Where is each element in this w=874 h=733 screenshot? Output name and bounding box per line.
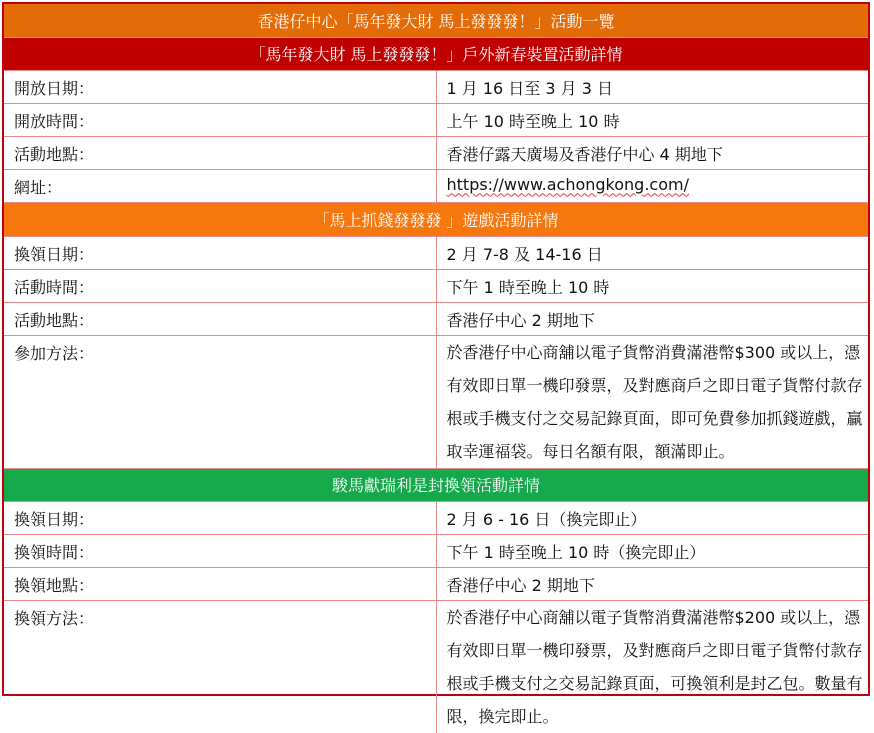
table-title: 香港仔中心「馬年發大財 馬上發發發！」活動一覽 [4,4,868,37]
row-value: 香港仔露天廣場及香港仔中心 4 期地下 [436,136,868,169]
row-label: 參加方法： [4,335,436,468]
table-row [4,169,868,202]
row-label: 換領方法： [4,600,436,733]
table-row [4,236,868,269]
row-value: 1 月 16 日至 3 月 3 日 [436,70,868,103]
row-value: 於香港仔中心商舖以電子貨幣消費滿港幣$300 或以上，憑有效即日單一機印發票，及對應商戶之即日電子貨幣付款存根或手機支付之交易記錄頁面，即可免費參加抓錢遊戲，贏取幸運福袋。每日名額有限，額滿即止。 [436,335,868,468]
row-value: 2 月 7-8 及 14-16 日 [436,236,868,269]
section-header-outdoor: 「馬年發大財 馬上發發發！」戶外新春裝置活動詳情 [4,37,868,70]
website-link[interactable]: https://www.achongkong.com/ [446,174,689,194]
section-header-row [4,202,868,236]
row-label: 活動地點： [4,136,436,169]
table-row [4,600,868,733]
row-value: 2 月 6 - 16 日（換完即止） [436,501,868,534]
row-label: 換領時間： [4,534,436,567]
section-header-redpacket: 駿馬獻瑞利是封換領活動詳情 [4,468,868,501]
table-row [4,103,868,136]
row-label: 活動地點： [4,302,436,335]
event-table [4,4,868,733]
event-table-frame [2,2,870,726]
table-row [4,335,868,468]
table-row [4,567,868,600]
row-label: 換領地點： [4,567,436,600]
row-label: 換領日期： [4,501,436,534]
section-header-row [4,37,868,70]
row-label: 網址： [4,169,436,202]
row-label: 換領日期： [4,236,436,269]
row-value: 下午 1 時至晚上 10 時 [436,269,868,302]
title-row [4,4,868,37]
row-value: 香港仔中心 2 期地下 [436,567,868,600]
row-value: 於香港仔中心商舖以電子貨幣消費滿港幣$200 或以上，憑有效即日單一機印發票，及對應商戶之即日電子貨幣付款存根或手機支付之交易記錄頁面，可換領利是封乙包。數量有限，換完即止。 [446,607,863,726]
table-row [4,501,868,534]
url-cell [436,169,868,202]
table-row [4,302,868,335]
row-value: 香港仔中心 2 期地下 [436,302,868,335]
section-header-row [4,468,868,501]
row-label: 活動時間： [4,269,436,302]
row-label: 開放日期： [4,70,436,103]
section-header-game: 「馬上抓錢發發發 」遊戲活動詳情 [4,202,868,236]
row-value: 上午 10 時至晚上 10 時 [436,103,868,136]
row-label: 開放時間： [4,103,436,136]
table-row [4,269,868,302]
table-row [4,136,868,169]
table-row [4,534,868,567]
row-value: 下午 1 時至晚上 10 時（換完即止） [436,534,868,567]
table-row [4,70,868,103]
